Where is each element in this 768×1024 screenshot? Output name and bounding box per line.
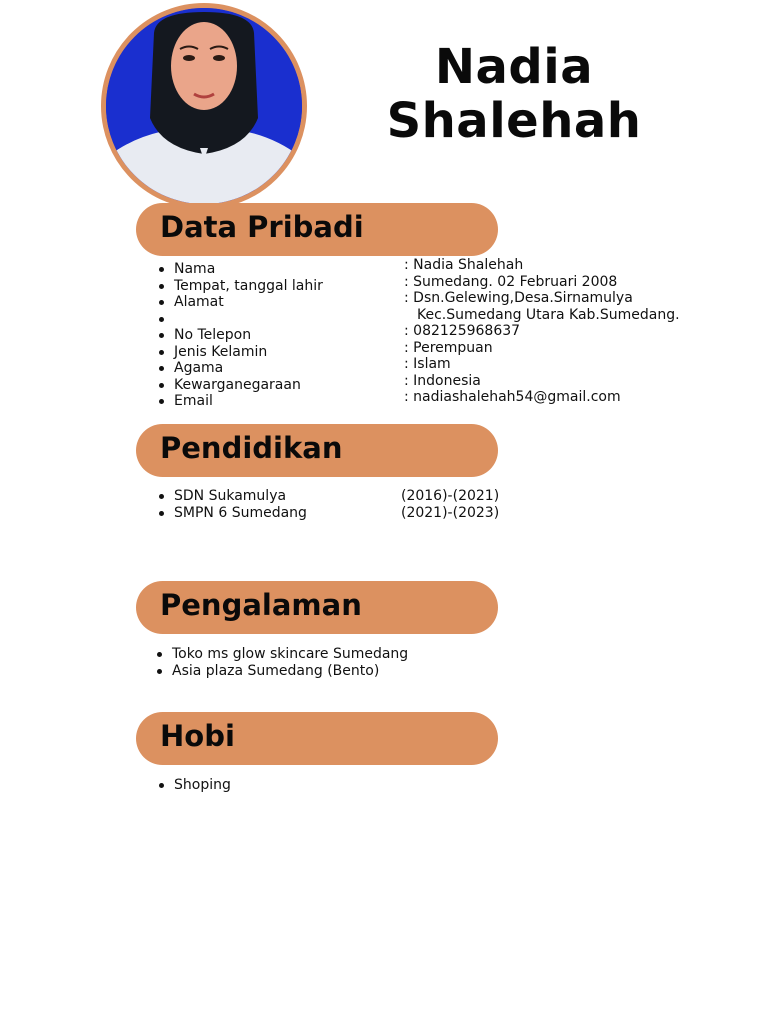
hobby-list bbox=[174, 777, 231, 794]
list-item: Alamat bbox=[174, 294, 323, 311]
value-item: : Dsn.Gelewing,Desa.Sirnamulya bbox=[404, 290, 633, 306]
personal-data-values bbox=[404, 257, 680, 406]
experience-list bbox=[172, 646, 408, 679]
list-item: Nama bbox=[174, 261, 323, 278]
bullet-icon bbox=[159, 366, 164, 371]
list-item: No Telepon bbox=[174, 327, 323, 344]
list-item: Agama bbox=[174, 360, 323, 377]
bullet-icon bbox=[159, 399, 164, 404]
bullet-icon bbox=[159, 267, 164, 272]
education-years bbox=[401, 488, 499, 522]
portrait-photo-icon bbox=[106, 8, 302, 204]
personal-data-labels bbox=[174, 261, 323, 410]
list-item: Email bbox=[174, 393, 323, 410]
bullet-icon bbox=[159, 350, 164, 355]
list-item: SMPN 6 Sumedang bbox=[174, 505, 307, 522]
last-name: Shalehah bbox=[386, 93, 642, 149]
value-item: : Islam bbox=[404, 356, 451, 372]
list-item: Kewarganegaraan bbox=[174, 377, 323, 394]
section-header-pendidikan: Pendidikan bbox=[136, 424, 498, 477]
bullet-icon bbox=[159, 783, 164, 788]
bullet-icon bbox=[159, 494, 164, 499]
list-item bbox=[174, 311, 323, 328]
section-header-data-pribadi: Data Pribadi bbox=[136, 203, 498, 256]
bullet-icon bbox=[159, 300, 164, 305]
year-range: (2016)-(2021) bbox=[401, 488, 500, 504]
bullet-icon bbox=[157, 669, 162, 674]
year-range: (2021)-(2023) bbox=[401, 505, 500, 521]
value-item: : Perempuan bbox=[404, 339, 493, 356]
list-item: Jenis Kelamin bbox=[174, 344, 323, 361]
bullet-icon bbox=[159, 511, 164, 516]
value-item: : nadiashalehah54@gmail.com bbox=[404, 389, 621, 405]
value-item: : Indonesia bbox=[404, 372, 481, 389]
section-header-hobi: Hobi bbox=[136, 712, 498, 765]
list-item: Shoping bbox=[174, 777, 231, 794]
list-item: Asia plaza Sumedang (Bento) bbox=[172, 663, 408, 680]
profile-name bbox=[372, 40, 656, 148]
value-item: Kec.Sumedang Utara Kab.Sumedang. bbox=[417, 306, 680, 323]
education-list bbox=[174, 488, 307, 522]
list-item: Tempat, tanggal lahir bbox=[174, 278, 323, 295]
list-item: SDN Sukamulya bbox=[174, 488, 307, 505]
bullet-icon bbox=[157, 652, 162, 657]
bullet-icon bbox=[159, 383, 164, 388]
value-item: : Sumedang. 02 Februari 2008 bbox=[404, 273, 618, 290]
profile-photo bbox=[101, 3, 307, 209]
list-item: Toko ms glow skincare Sumedang bbox=[172, 646, 408, 663]
first-name: Nadia bbox=[434, 39, 594, 95]
bullet-icon bbox=[159, 317, 164, 322]
section-header-pengalaman: Pengalaman bbox=[136, 581, 498, 634]
bullet-icon bbox=[159, 284, 164, 289]
value-item: : 082125968637 bbox=[404, 323, 521, 339]
bullet-icon bbox=[159, 333, 164, 338]
value-item: : Nadia Shalehah bbox=[404, 257, 524, 273]
